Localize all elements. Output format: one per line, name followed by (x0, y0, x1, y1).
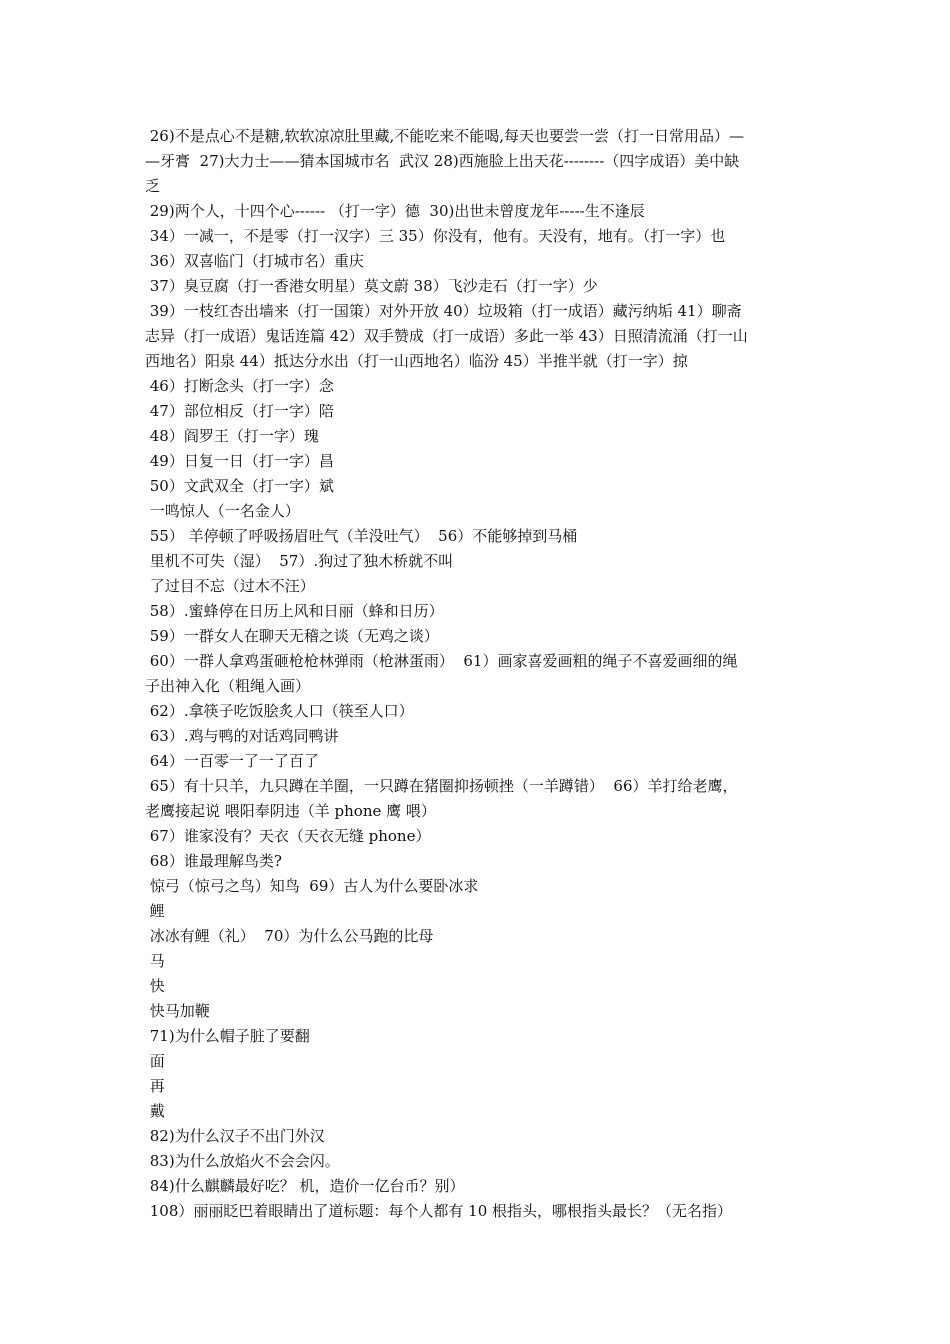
text-line: 再 (145, 1077, 165, 1095)
text-line: 志异（打一成语）鬼话连篇 42）双手赞成（打一成语）多此一举 43）日照清流涌（打一山 (145, 327, 748, 345)
text-line: 快 (145, 977, 165, 995)
text-line: 惊弓（惊弓之鸟）知鸟 69）古人为什么要卧冰求 (145, 877, 479, 895)
text-line: 37）臭豆腐（打一香港女明星）莫文蔚 38）飞沙走石（打一字）少 (145, 277, 598, 295)
text-line: 西地名）阳泉 44）抵达分水出（打一山西地名）临汾 45）半推半就（打一字）掠 (145, 352, 688, 370)
text-line: 36）双喜临门（打城市名）重庆 (145, 252, 364, 270)
text-line: 冰冰有鲤（礼） 70）为什么公马跑的比母 (145, 927, 434, 945)
text-line: 50）文武双全（打一字）斌 (145, 477, 334, 495)
text-line: 65）有十只羊，九只蹲在羊圈，一只蹲在猪圈抑扬顿挫（一羊蹲错） 66）羊打给老鹰， (145, 777, 738, 795)
text-line: 67）谁家没有？天衣（天衣无缝 phone） (145, 827, 431, 845)
text-line: 里机不可失（湿） 57）.狗过了独木桥就不叫 (145, 552, 454, 570)
text-line: 马 (145, 952, 165, 970)
text-line: 子出神入化（粗绳入画） (145, 677, 311, 695)
text-line: 39）一枝红杏出墙来（打一国策）对外开放 40）垃圾箱（打一成语）藏污纳垢 41）聊斋 (145, 302, 742, 320)
text-line: 鲤 (145, 902, 165, 920)
text-line: 82)为什么汉子不出门外汉 (145, 1127, 325, 1145)
text-line: —牙膏 27)大力士——猜本国城市名 武汉 28)西施脸上出天花--------（四字成语）美中缺 (145, 152, 740, 170)
text-line: 63）.鸡与鸭的对话鸡同鸭讲 (145, 727, 339, 745)
text-line: 60）一群人拿鸡蛋砸枪枪林弹雨（枪淋蛋雨） 61）画家喜爱画粗的绳子不喜爱画细的绳 (145, 652, 738, 670)
text-line: 62）.拿筷子吃饭脍炙人口（筷至人口） (145, 702, 414, 720)
text-line: 一鸣惊人（一名金人） (145, 502, 300, 520)
text-line: 快马加鞭 (145, 1002, 210, 1020)
document-body (145, 124, 807, 1224)
text-line: 108）丽丽眨巴着眼睛出了道标题：每个人都有 10 根指头，哪根指头最长？（无名指） (145, 1202, 733, 1220)
text-line: 面 (145, 1052, 165, 1070)
text-line: 乏 (145, 177, 161, 195)
text-line: 48）阎罗王（打一字）瑰 (145, 427, 319, 445)
text-line: 47）部位相反（打一字）陪 (145, 402, 334, 420)
text-line: 49）日复一日（打一字）昌 (145, 452, 334, 470)
text-line: 老鹰接起说 喂阳奉阴违（羊 phone 鹰 喂） (145, 802, 436, 820)
text-line: 83)为什么放焰火不会会闪。 (145, 1152, 340, 1170)
text-line: 64）一百零一了一了百了 (145, 752, 319, 770)
text-line: 68）谁最理解鸟类? (145, 852, 282, 870)
text-line: 58）.蜜蜂停在日历上风和日丽（蜂和日历） (145, 602, 444, 620)
text-line: 55） 羊停顿了呼吸扬眉吐气（羊没吐气） 56）不能够掉到马桶 (145, 527, 578, 545)
text-line: 84)什么麒麟最好吃？ 机，造价一亿台币？别） (145, 1177, 465, 1195)
text-line: 34）一减一，不是零（打一汉字）三 35）你没有，他有。天没有，地有。（打一字）也 (145, 227, 726, 245)
text-line: 59）一群女人在聊天无稽之谈（无鸡之谈） (145, 627, 439, 645)
text-line: 71)为什么帽子脏了要翻 (145, 1027, 310, 1045)
text-line: 26)不是点心不是糖,软软凉凉肚里藏,不能吃来不能喝,每天也要尝一尝（打一日常用品）— (145, 127, 745, 145)
text-line: 了过目不忘（过木不汪） (145, 577, 315, 595)
text-line: 戴 (145, 1102, 165, 1120)
text-line: 29)两个人，十四个心------ （打一字）德 30)出世未曾度龙年-----生不逢辰 (145, 202, 645, 220)
text-line: 46）打断念头（打一字）念 (145, 377, 334, 395)
